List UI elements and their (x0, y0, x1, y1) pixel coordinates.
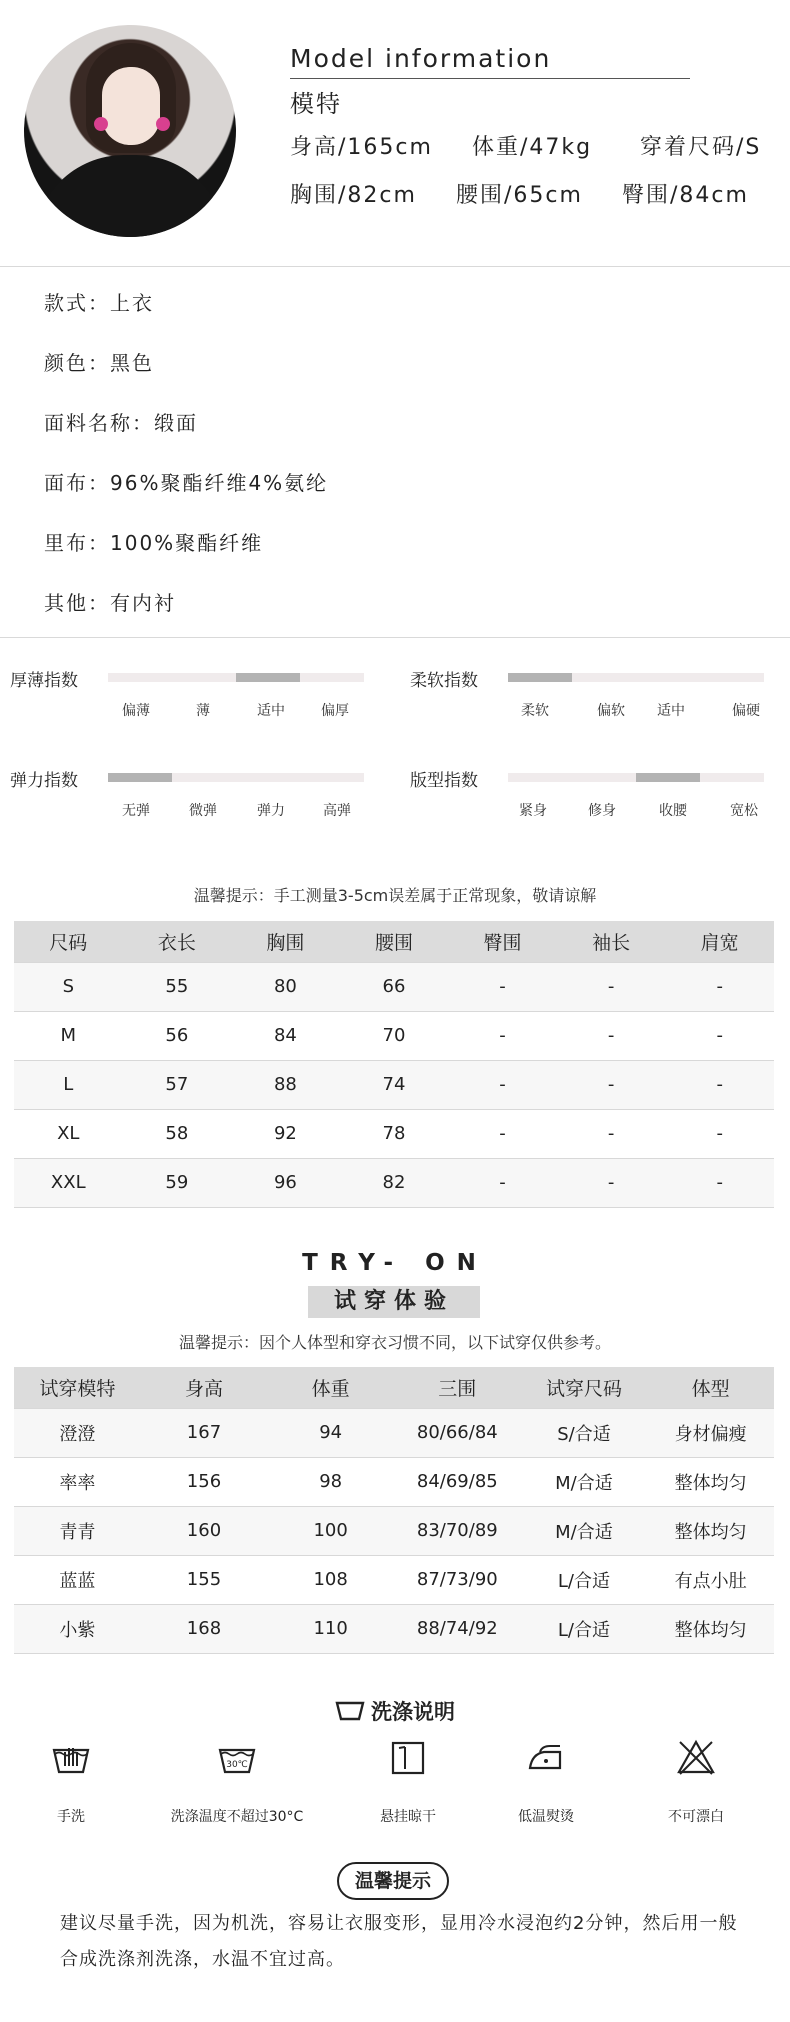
attr-color: 颜色：黑色 (44, 351, 154, 375)
table-cell: 78 (340, 1109, 449, 1158)
wash-label: 洗涤温度不超过30°C (170, 1809, 304, 1825)
table-row (14, 1011, 774, 1060)
low-iron-icon (526, 1738, 566, 1778)
index-title: 厚薄指数 (10, 671, 78, 691)
model-title-divider (290, 78, 690, 79)
table-row (14, 962, 774, 1011)
col-header: 胸围 (231, 921, 340, 962)
section-divider (0, 637, 790, 638)
notice-text: 建议尽量手洗，因为机洗，容易让衣服变形，显用冷水浸泡约2分钟，然后用一般合成洗涤剂洗涤，水温不宜过高。 (60, 1913, 738, 1970)
table-cell: - (665, 1011, 774, 1060)
table-row (14, 1604, 774, 1653)
model-bust: 胸围/82cm (290, 183, 417, 208)
table-row (14, 1457, 774, 1506)
wash-label: 手洗 (57, 1809, 85, 1825)
index-track (108, 673, 364, 682)
model-photo-face (102, 67, 160, 145)
tryon-table (14, 1367, 774, 1654)
table-cell: M/合适 (521, 1457, 648, 1506)
table-cell: 澄澄 (14, 1408, 141, 1457)
table-cell: 96 (231, 1158, 340, 1207)
wash-item-30c (162, 1738, 312, 1826)
table-cell: XL (14, 1109, 123, 1158)
table-cell: 整体均匀 (647, 1506, 774, 1555)
index-title: 柔软指数 (410, 671, 478, 691)
section-divider (0, 266, 790, 267)
index-level (508, 673, 572, 682)
table-cell: M (14, 1011, 123, 1060)
table-cell: 88/74/92 (394, 1604, 521, 1653)
col-header: 体型 (647, 1367, 774, 1408)
table-cell: 66 (340, 962, 449, 1011)
hang-dry-icon (388, 1738, 428, 1778)
wash-item-hand-wash (0, 1738, 146, 1826)
col-header: 腰围 (340, 921, 449, 962)
size-table-tip: 温馨提示：手工测量3-5cm误差属于正常现象，敬请谅解 (193, 886, 597, 905)
table-cell: 88 (231, 1060, 340, 1109)
table-cell: 110 (267, 1604, 394, 1653)
index-level (108, 773, 172, 782)
index-tick: 适中 (657, 703, 685, 719)
table-cell: 84/69/85 (394, 1457, 521, 1506)
table-cell: S (14, 962, 123, 1011)
notice-title: 温馨提示 (337, 1862, 449, 1900)
model-photo-body (34, 155, 226, 237)
table-cell: - (557, 1060, 666, 1109)
table-row (14, 1408, 774, 1457)
attr-style: 款式：上衣 (44, 291, 154, 315)
wash-title-text: 洗涤说明 (371, 1700, 455, 1724)
index-tick: 紧身 (519, 803, 547, 819)
index-level (236, 673, 300, 682)
col-header: 衣长 (123, 921, 232, 962)
table-cell: 82 (340, 1158, 449, 1207)
table-cell: 160 (141, 1506, 268, 1555)
index-tick: 偏软 (597, 703, 625, 719)
table-cell: - (557, 1109, 666, 1158)
model-height: 身高/165cm (290, 135, 433, 160)
size-table (14, 921, 774, 1208)
model-size: 穿着尺码/S (640, 135, 762, 160)
index-tick: 薄 (196, 703, 210, 719)
col-header: 试穿尺码 (521, 1367, 648, 1408)
index-level (636, 773, 700, 782)
index-tick: 柔软 (521, 703, 549, 719)
attr-lining: 里布：100%聚酯纤维 (44, 531, 264, 555)
table-cell: - (448, 1011, 557, 1060)
attr-fabric-name: 面料名称：缎面 (44, 411, 198, 435)
table-cell: 有点小肚 (647, 1555, 774, 1604)
model-photo-earring-right (156, 117, 170, 131)
hand-wash-icon (51, 1738, 91, 1778)
model-hip: 臀围/84cm (622, 183, 749, 208)
wash-temp-text: 30℃ (226, 1760, 248, 1770)
index-tick: 偏硬 (732, 703, 760, 719)
table-cell: 整体均匀 (647, 1604, 774, 1653)
table-cell: L/合适 (521, 1604, 648, 1653)
basin-icon (335, 1699, 365, 1723)
model-weight: 体重/47kg (472, 135, 593, 160)
attr-outer-fabric: 面布：96%聚酯纤维4%氨纶 (44, 471, 329, 495)
col-header: 肩宽 (665, 921, 774, 962)
index-tick: 弹力 (257, 803, 285, 819)
table-cell: 80/66/84 (394, 1408, 521, 1457)
index-tick: 偏厚 (321, 703, 349, 719)
index-title: 版型指数 (410, 771, 478, 791)
table-cell: 167 (141, 1408, 268, 1457)
table-cell: 83/70/89 (394, 1506, 521, 1555)
table-cell: 98 (267, 1457, 394, 1506)
tryon-title: TRY- ON (302, 1250, 488, 1276)
tryon-table-header (14, 1367, 774, 1408)
col-header: 尺码 (14, 921, 123, 962)
table-cell: 小紫 (14, 1604, 141, 1653)
index-track (108, 773, 364, 782)
table-cell: - (448, 962, 557, 1011)
table-cell: 156 (141, 1457, 268, 1506)
wash-label: 不可漂白 (668, 1809, 724, 1825)
table-cell: 108 (267, 1555, 394, 1604)
index-tick: 宽松 (730, 803, 758, 819)
index-track (508, 773, 764, 782)
table-cell: 56 (123, 1011, 232, 1060)
table-cell: 84 (231, 1011, 340, 1060)
table-cell: 58 (123, 1109, 232, 1158)
wash-item-hang-dry (333, 1738, 483, 1826)
model-photo-earring-left (94, 117, 108, 131)
table-cell: - (665, 962, 774, 1011)
index-title: 弹力指数 (10, 771, 78, 791)
size-table-header (14, 921, 774, 962)
wash-label: 低温熨烫 (518, 1809, 574, 1825)
table-cell: 87/73/90 (394, 1555, 521, 1604)
col-header: 三围 (394, 1367, 521, 1408)
table-cell: - (557, 1158, 666, 1207)
index-tick: 偏薄 (122, 703, 150, 719)
table-cell: 蓝蓝 (14, 1555, 141, 1604)
table-row (14, 1060, 774, 1109)
index-tick: 高弹 (323, 803, 351, 819)
model-waist: 腰围/65cm (456, 183, 583, 208)
table-cell: 92 (231, 1109, 340, 1158)
table-cell: - (665, 1158, 774, 1207)
table-cell: 率率 (14, 1457, 141, 1506)
index-tick: 修身 (588, 803, 616, 819)
table-cell: - (557, 962, 666, 1011)
table-cell: 94 (267, 1408, 394, 1457)
table-cell: - (448, 1060, 557, 1109)
col-header: 试穿模特 (14, 1367, 141, 1408)
table-cell: - (665, 1060, 774, 1109)
index-tick: 微弹 (189, 803, 217, 819)
table-cell: XXL (14, 1158, 123, 1207)
table-cell: 74 (340, 1060, 449, 1109)
table-row (14, 1158, 774, 1207)
col-header: 袖长 (557, 921, 666, 962)
table-row (14, 1506, 774, 1555)
table-cell: S/合适 (521, 1408, 648, 1457)
table-cell: L/合适 (521, 1555, 648, 1604)
col-header: 臀围 (448, 921, 557, 962)
wash-label: 悬挂晾干 (380, 1809, 436, 1825)
wash-item-low-iron (471, 1738, 621, 1826)
no-bleach-icon (676, 1738, 716, 1778)
wash-item-no-bleach (621, 1738, 771, 1826)
table-cell: 57 (123, 1060, 232, 1109)
tryon-tip: 温馨提示：因个人体型和穿衣习惯不同，以下试穿仅供参考。 (178, 1333, 611, 1352)
col-header: 身高 (141, 1367, 268, 1408)
wash-title (0, 1696, 790, 1726)
table-cell: M/合适 (521, 1506, 648, 1555)
table-cell: L (14, 1060, 123, 1109)
attr-other: 其他：有内衬 (44, 591, 176, 615)
table-cell: 55 (123, 962, 232, 1011)
table-cell: 59 (123, 1158, 232, 1207)
table-cell: 155 (141, 1555, 268, 1604)
index-tick: 收腰 (659, 803, 687, 819)
table-cell: 70 (340, 1011, 449, 1060)
index-track (508, 673, 764, 682)
table-cell: 身材偏瘦 (647, 1408, 774, 1457)
table-cell: 168 (141, 1604, 268, 1653)
model-info-subtitle: 模特 (290, 90, 342, 118)
index-tick: 无弹 (122, 803, 150, 819)
col-header: 体重 (267, 1367, 394, 1408)
table-cell: 80 (231, 962, 340, 1011)
table-cell: - (448, 1158, 557, 1207)
table-cell: - (557, 1011, 666, 1060)
table-cell: - (665, 1109, 774, 1158)
tryon-subtitle: 试穿体验 (308, 1286, 480, 1318)
index-tick: 适中 (257, 703, 285, 719)
table-row (14, 1555, 774, 1604)
table-cell: 100 (267, 1506, 394, 1555)
model-photo (24, 25, 236, 237)
model-info-section (0, 0, 790, 266)
table-cell: 整体均匀 (647, 1457, 774, 1506)
table-row (14, 1109, 774, 1158)
wash-30-icon (217, 1738, 257, 1778)
table-cell: - (448, 1109, 557, 1158)
model-info-title: Model information (290, 44, 552, 73)
table-cell: 青青 (14, 1506, 141, 1555)
